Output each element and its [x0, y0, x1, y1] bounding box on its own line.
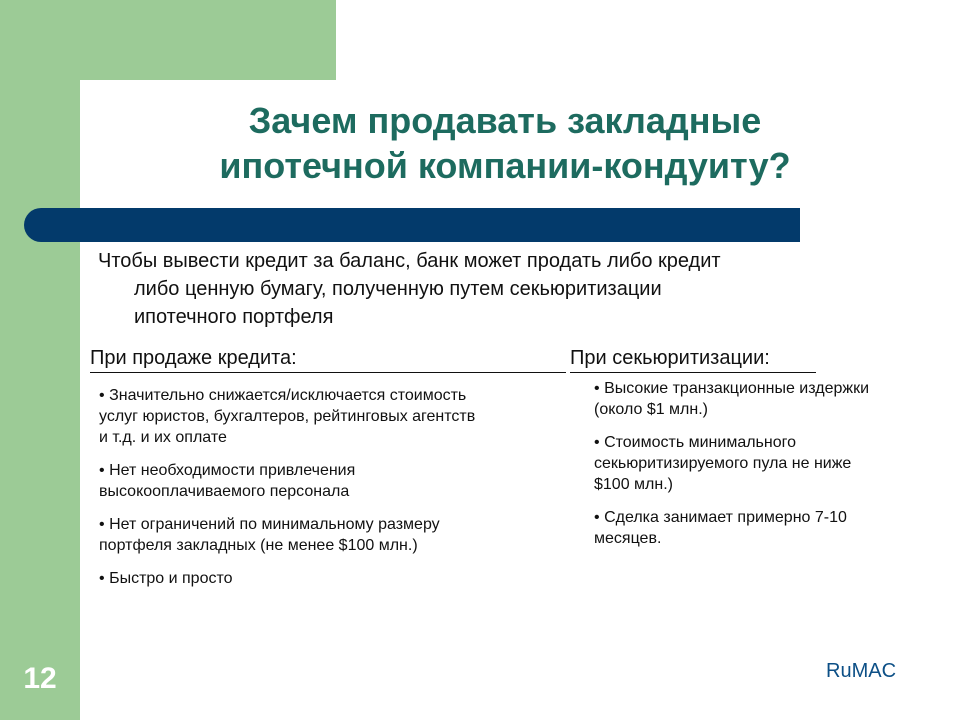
list-item [99, 460, 479, 502]
title-line-2: ипотечной компании-кондуиту? [219, 145, 791, 186]
intro-line-3: ипотечного портфеля [134, 306, 334, 328]
list-item-text: Нет ограничений по минимальному размеру портфеля закладных (не менее $100 млн.) [99, 516, 440, 554]
bullet-icon: • [594, 434, 600, 451]
bullet-icon: • [99, 462, 105, 479]
bullet-icon: • [99, 570, 105, 587]
list-item [594, 378, 884, 420]
intro-line-1: Чтобы вывести кредит за баланс, банк может продать либо кредит [98, 250, 721, 272]
list-item-text: Стоимость минимального секьюритизируемого пула не ниже $100 млн.) [594, 434, 852, 493]
loan-sale-header: При продаже кредита: [90, 344, 566, 373]
bullet-icon: • [99, 387, 105, 404]
title-line-1: Зачем продавать закладные [248, 100, 762, 141]
bullet-icon: • [594, 380, 600, 397]
list-item-text: Значительно снижается/исключается стоимость услуг юристов, бухгалтеров, рейтинговых агентств и т.д. и их оплате [99, 387, 476, 446]
title-underline-bar [24, 208, 800, 242]
securitization-header: При секьюритизации: [570, 344, 816, 373]
list-item-text: Сделка занимает примерно 7-10 месяцев. [594, 509, 847, 547]
intro-paragraph [98, 247, 878, 331]
top-green-panel [80, 0, 336, 80]
slide-title [110, 98, 900, 188]
list-item [99, 514, 479, 556]
list-item [99, 385, 479, 448]
bullet-icon: • [99, 516, 105, 533]
list-item [594, 432, 884, 495]
brand-logo-text: RuMAC [826, 660, 897, 682]
securitization-list [594, 378, 884, 549]
list-item [99, 568, 479, 589]
list-item-text: Быстро и просто [109, 570, 233, 587]
list-item [594, 507, 884, 549]
loan-sale-list [99, 385, 479, 589]
list-item-text: Нет необходимости привлечения высокооплачиваемого персонала [99, 462, 356, 500]
bullet-icon: • [594, 509, 600, 526]
sidebar-green-panel [0, 0, 80, 720]
slide-number: 12 [23, 662, 57, 695]
list-item-text: Высокие транзакционные издержки (около $1 млн.) [594, 380, 869, 418]
intro-line-2: либо ценную бумагу, полученную путем секьюритизации [134, 278, 662, 300]
